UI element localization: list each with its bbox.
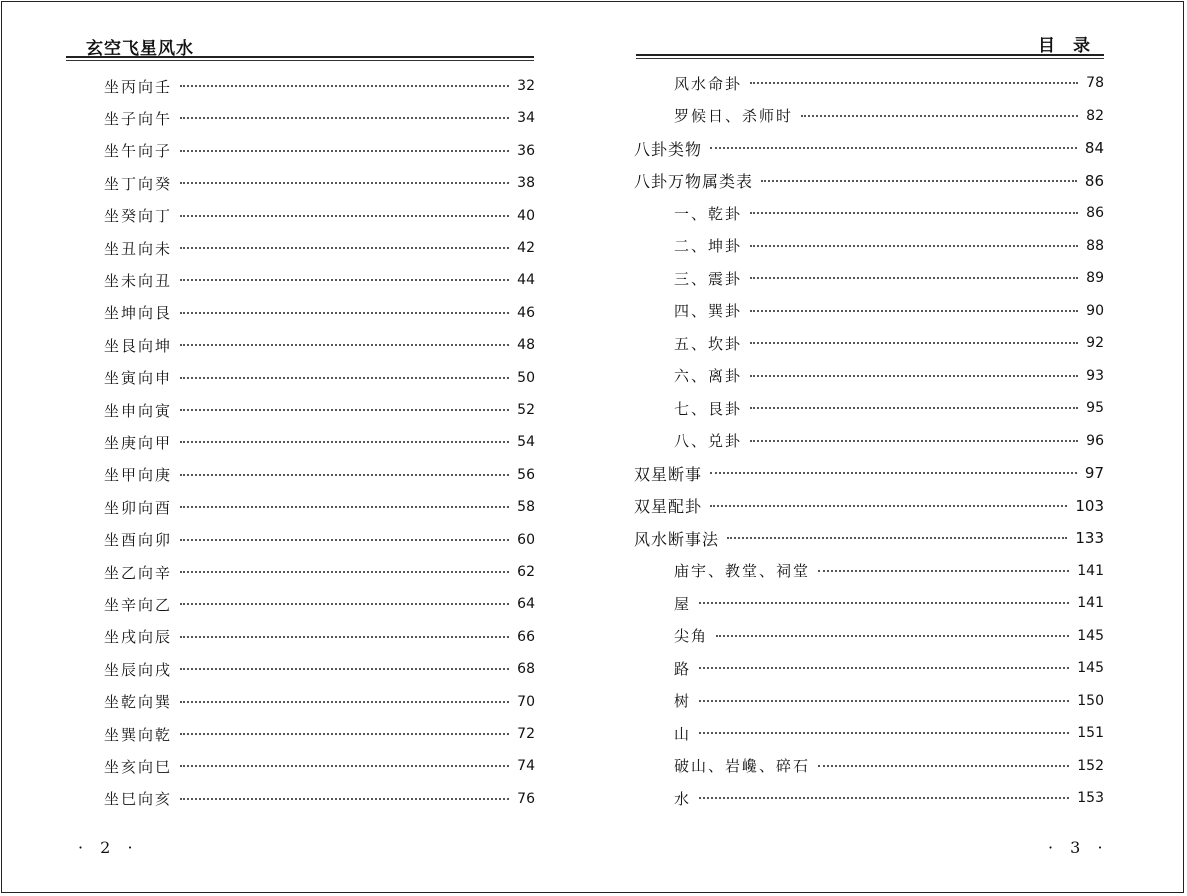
header-rule-thin (66, 60, 534, 61)
dot-leader (180, 790, 509, 800)
toc-entry[interactable] (104, 204, 535, 228)
entry-title: 坐巳向亥 (104, 790, 173, 809)
dot-leader (750, 334, 1078, 344)
toc-entry[interactable] (674, 786, 1104, 810)
toc-entry[interactable] (104, 463, 535, 487)
entry-page-number: 76 (517, 790, 535, 807)
entry-title: 坐癸向丁 (104, 207, 173, 226)
page-number-left: · 2 · (78, 838, 139, 857)
toc-entry[interactable] (674, 624, 1104, 648)
entry-title: 八卦类物 (634, 139, 703, 159)
toc-entry[interactable] (104, 236, 535, 260)
dot-leader (180, 595, 509, 605)
dot-leader (180, 466, 509, 476)
toc-entry[interactable] (674, 656, 1104, 680)
entry-page-number: 133 (1075, 529, 1104, 547)
dot-leader (180, 628, 509, 638)
entry-title: 三、震卦 (674, 269, 743, 288)
entry-page-number: 72 (517, 726, 535, 742)
dot-leader (710, 139, 1077, 149)
entry-title: 坐丑向未 (104, 239, 173, 258)
entry-title: 坐戌向辰 (104, 628, 173, 647)
entry-title: 风水命卦 (674, 74, 743, 93)
dot-leader (699, 659, 1069, 669)
toc-entry[interactable] (104, 754, 535, 778)
entry-title: 七、艮卦 (674, 399, 743, 418)
entry-title: 树 (674, 692, 692, 710)
header-rule-thick (636, 54, 1104, 56)
dot-leader (180, 725, 509, 735)
entry-title: 坐乙向辛 (104, 563, 173, 582)
dot-leader (818, 757, 1069, 767)
dot-leader (180, 433, 509, 443)
entry-page-number: 50 (517, 369, 535, 386)
entry-title: 八、兑卦 (674, 432, 743, 450)
right-page (594, 0, 1187, 896)
entry-page-number: 68 (517, 661, 535, 678)
toc-entry[interactable] (104, 333, 535, 357)
toc-entry[interactable] (634, 169, 1104, 193)
dot-leader (801, 107, 1078, 117)
entry-page-number: 42 (517, 240, 535, 256)
toc-entry[interactable] (104, 495, 535, 519)
entry-title: 破山、岩巉、碎石 (674, 757, 811, 775)
toc-entry[interactable] (674, 201, 1104, 225)
running-title-contents: 目录 (1038, 36, 1108, 56)
toc-entry[interactable] (674, 754, 1104, 778)
entry-page-number: 96 (1086, 432, 1104, 449)
entry-page-number: 86 (1084, 171, 1104, 190)
entry-title: 坐坤向艮 (104, 304, 173, 323)
toc-entry[interactable] (104, 139, 535, 163)
toc-entry[interactable] (104, 625, 535, 649)
entry-page-number: 78 (1086, 75, 1104, 91)
dot-leader (180, 401, 509, 411)
entry-title: 屋 (674, 594, 692, 613)
entry-page-number: 34 (517, 110, 535, 127)
entry-page-number: 145 (1077, 660, 1104, 676)
entry-page-number: 74 (517, 758, 535, 775)
dot-leader (180, 109, 509, 119)
entry-page-number: 56 (517, 466, 535, 483)
toc-entry[interactable] (674, 721, 1104, 745)
entry-title: 坐辰向戌 (104, 660, 173, 679)
entry-page-number: 40 (517, 207, 535, 224)
entry-title: 坐巽向乾 (104, 725, 173, 744)
entry-page-number: 64 (517, 596, 535, 613)
entry-title: 五、坎卦 (674, 334, 743, 353)
entry-page-number: 150 (1077, 692, 1104, 709)
entry-page-number: 46 (517, 304, 535, 321)
entry-title: 庙宇、教堂、祠堂 (674, 562, 811, 580)
entry-title: 坐丙向壬 (104, 77, 173, 96)
dot-leader (750, 302, 1078, 312)
dot-leader (699, 692, 1069, 702)
entry-page-number: 54 (517, 434, 535, 451)
toc-entry[interactable] (674, 299, 1104, 323)
entry-page-number: 66 (517, 628, 535, 645)
dot-leader (180, 271, 509, 281)
dot-leader (761, 172, 1077, 182)
entry-title: 路 (674, 659, 692, 678)
entry-page-number: 38 (517, 175, 535, 192)
dot-leader (710, 464, 1077, 474)
entry-page-number: 153 (1077, 790, 1104, 806)
toc-entry[interactable] (104, 560, 535, 584)
toc-entry[interactable] (104, 690, 535, 714)
entry-page-number: 44 (517, 272, 535, 289)
dot-leader (750, 432, 1078, 442)
entry-page-number: 36 (517, 142, 535, 159)
toc-entry[interactable] (104, 430, 535, 454)
toc-entry[interactable] (674, 266, 1104, 290)
header-rule-thick (66, 56, 534, 58)
dot-leader (180, 693, 509, 703)
entry-page-number: 84 (1084, 139, 1104, 157)
entry-page-number: 151 (1077, 725, 1104, 741)
dot-leader (180, 531, 509, 541)
dot-leader (750, 367, 1078, 377)
dot-leader (750, 204, 1078, 214)
entry-title: 罗候日、杀师时 (674, 107, 794, 125)
dot-leader (180, 757, 509, 767)
toc-entry[interactable] (674, 689, 1104, 713)
dot-leader (180, 77, 509, 87)
entry-page-number: 92 (1086, 335, 1104, 351)
entry-title: 四、巽卦 (674, 302, 743, 320)
entry-page-number: 103 (1075, 496, 1104, 515)
toc-entry[interactable] (104, 528, 535, 552)
entry-title: 山 (674, 724, 692, 743)
entry-title: 风水断事法 (634, 529, 720, 549)
toc-entry[interactable] (104, 268, 535, 292)
entry-title: 坐丁向癸 (104, 174, 173, 193)
dot-leader (727, 529, 1067, 539)
entry-page-number: 70 (517, 693, 535, 710)
entry-page-number: 95 (1086, 400, 1104, 416)
entry-page-number: 86 (1086, 205, 1104, 221)
entry-page-number: 93 (1086, 367, 1104, 384)
toc-entry[interactable] (674, 331, 1104, 355)
toc-entry[interactable] (634, 136, 1104, 160)
entry-title: 八卦万物属类表 (634, 172, 754, 191)
entry-title: 尖角 (674, 627, 709, 645)
dot-leader (180, 304, 509, 314)
toc-entry[interactable] (674, 234, 1104, 258)
toc-entry[interactable] (674, 591, 1104, 615)
dot-leader (180, 563, 509, 573)
entry-page-number: 32 (517, 78, 535, 94)
entry-page-number: 58 (517, 499, 535, 516)
dot-leader (750, 74, 1078, 84)
toc-entry[interactable] (104, 398, 535, 422)
toc-entry[interactable] (104, 106, 535, 130)
page-number-right: · 3 · (1048, 838, 1109, 857)
dot-leader (699, 789, 1069, 799)
entry-title: 坐乾向巽 (104, 693, 173, 712)
entry-page-number: 89 (1086, 270, 1104, 286)
toc-entry[interactable] (674, 104, 1104, 128)
dot-leader (180, 498, 509, 508)
entry-title: 坐艮向坤 (104, 336, 173, 355)
toc-entry[interactable] (104, 171, 535, 195)
entry-page-number: 90 (1086, 302, 1104, 319)
toc-entry[interactable] (104, 787, 535, 811)
toc-entry[interactable] (104, 592, 535, 616)
dot-leader (710, 497, 1067, 507)
entry-title: 坐申向寅 (104, 401, 173, 420)
entry-title: 坐辛向乙 (104, 595, 173, 614)
dot-leader (699, 724, 1069, 734)
entry-title: 二、坤卦 (674, 237, 743, 255)
dot-leader (180, 207, 509, 217)
entry-title: 双星配卦 (634, 497, 703, 516)
toc-entry[interactable] (674, 396, 1104, 420)
dot-leader (180, 239, 509, 249)
toc-entry[interactable] (674, 71, 1104, 95)
entry-page-number: 60 (517, 531, 535, 548)
entry-title: 坐午向子 (104, 142, 173, 161)
dot-leader (180, 660, 509, 670)
entry-title: 坐卯向酉 (104, 498, 173, 517)
dot-leader (716, 627, 1069, 637)
entry-page-number: 141 (1077, 562, 1104, 579)
entry-title: 坐寅向申 (104, 369, 173, 388)
entry-title: 双星断事 (634, 464, 703, 484)
toc-entry[interactable] (104, 301, 535, 325)
toc-entry[interactable] (634, 461, 1104, 485)
toc-entry[interactable] (104, 657, 535, 681)
entry-title: 坐酉向卯 (104, 531, 173, 550)
left-page (0, 0, 593, 896)
toc-entry[interactable] (634, 494, 1104, 518)
dot-leader (180, 142, 509, 152)
entry-page-number: 48 (517, 337, 535, 354)
toc-entry[interactable] (104, 74, 535, 98)
entry-title: 水 (674, 789, 692, 808)
entry-page-number: 141 (1077, 595, 1104, 611)
entry-page-number: 62 (517, 564, 535, 580)
dot-leader (180, 369, 509, 379)
toc-entry[interactable] (634, 526, 1104, 550)
entry-title: 坐子向午 (104, 109, 173, 128)
dot-leader (180, 336, 509, 346)
dot-leader (750, 269, 1078, 279)
entry-title: 一、乾卦 (674, 204, 743, 223)
entry-title: 坐亥向巳 (104, 757, 173, 776)
dot-leader (750, 399, 1078, 409)
toc-entry[interactable] (674, 559, 1104, 583)
running-title-book: 玄空飞星风水 (86, 39, 194, 59)
toc-entry[interactable] (674, 364, 1104, 388)
toc-entry[interactable] (674, 429, 1104, 453)
entry-title: 坐未向丑 (104, 271, 173, 290)
dot-leader (180, 174, 509, 184)
dot-leader (699, 594, 1069, 604)
entry-page-number: 152 (1077, 757, 1104, 774)
entry-page-number: 97 (1084, 464, 1104, 482)
toc-entry[interactable] (104, 722, 535, 746)
dot-leader (818, 562, 1069, 572)
entry-title: 坐庚向甲 (104, 433, 173, 452)
entry-page-number: 52 (517, 402, 535, 418)
entry-page-number: 82 (1086, 107, 1104, 124)
entry-page-number: 88 (1086, 237, 1104, 254)
entry-title: 六、离卦 (674, 367, 743, 385)
toc-entry[interactable] (104, 366, 535, 390)
entry-title: 坐甲向庚 (104, 466, 173, 485)
entry-page-number: 145 (1077, 627, 1104, 644)
header-rule-thin (636, 58, 1104, 59)
dot-leader (750, 237, 1078, 247)
